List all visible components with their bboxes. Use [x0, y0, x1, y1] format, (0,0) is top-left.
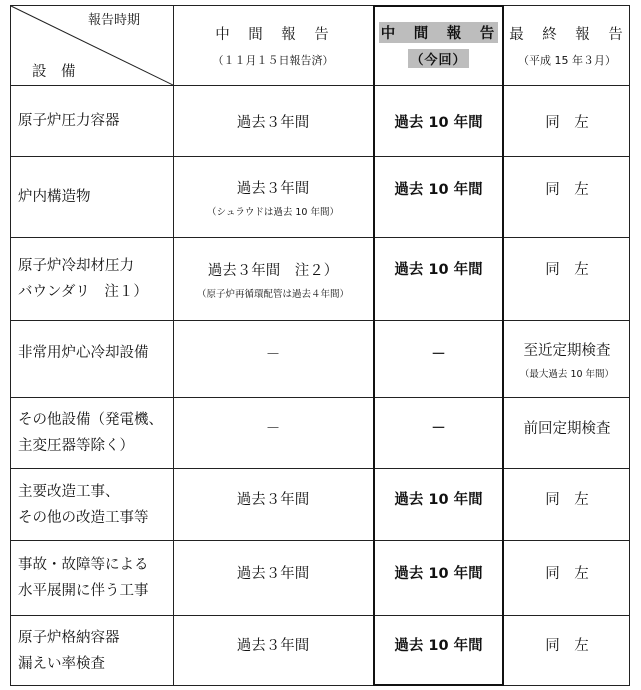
period-value: 同 左 — [545, 565, 589, 582]
equipment-name: 主変圧器等除く） — [18, 438, 134, 454]
equipment-name: 原子炉冷却材圧力 — [18, 258, 134, 274]
table-row-equipment — [10, 238, 173, 320]
period-value: 過去３年間 — [236, 180, 310, 197]
table-cell-interim-previous — [173, 398, 373, 468]
equipment-name: 原子炉格納容器 — [18, 629, 120, 646]
table-cell-final — [504, 616, 630, 685]
table-cell-final — [504, 398, 630, 468]
header-interim-current — [373, 5, 504, 85]
period-note: （原子炉再循環配管は過去４年間） — [196, 288, 349, 300]
equipment-name: バウンダリ 注１） — [18, 284, 148, 300]
table-cell-final — [504, 321, 630, 397]
table-cell-interim-previous — [173, 541, 373, 615]
period-value: 過去 10 年間 — [394, 565, 483, 582]
table-cell-final — [504, 157, 630, 237]
equipment-name: 水平展開に伴う工事 — [18, 583, 149, 599]
table-row-equipment — [10, 321, 173, 397]
table-row-equipment — [10, 157, 173, 237]
table-cell-final — [504, 238, 630, 320]
header-final-report-title: 最 終 報 告 — [509, 26, 625, 43]
table-cell-interim-current — [373, 541, 504, 615]
header-report-period-label: 報告時期 — [88, 13, 141, 28]
period-value: － — [265, 420, 281, 437]
equipment-name: その他の改造工事等 — [18, 509, 149, 526]
header-interim-current-title: 中 間 報 告 — [379, 22, 499, 43]
header-equipment-label: 設 備 — [32, 64, 76, 80]
equipment-name: 非常用炉心冷却設備 — [18, 345, 149, 361]
period-value: － — [431, 420, 446, 437]
table-row-equipment — [10, 398, 173, 468]
table-row-equipment — [10, 541, 173, 615]
period-note: （最大過去 10 年間） — [519, 368, 615, 380]
period-value: 過去 10 年間 — [394, 181, 483, 198]
period-value: 過去３年間 注２） — [207, 262, 339, 279]
period-value: 過去３年間 — [236, 114, 310, 131]
table-row-equipment — [10, 86, 173, 156]
header-interim-current-sub: （今回） — [408, 49, 468, 68]
equipment-name: 漏えい率検査 — [18, 655, 105, 672]
equipment-name: 原子炉圧力容器 — [18, 113, 120, 129]
table-row-equipment — [10, 616, 173, 685]
period-value: 過去３年間 — [236, 565, 310, 582]
header-interim-previous-title: 中 間 報 告 — [215, 26, 331, 43]
equipment-name: 主要改造工事、 — [18, 483, 120, 500]
header-interim-previous-date: （１１月１５日報告済） — [212, 53, 334, 67]
period-value: 過去 10 年間 — [394, 261, 483, 278]
table-cell-interim-previous — [173, 616, 373, 685]
period-value: 過去３年間 — [236, 492, 310, 508]
period-value: 過去３年間 — [236, 638, 310, 654]
table-cell-interim-current — [373, 86, 504, 156]
period-value: 過去 10 年間 — [394, 114, 483, 131]
period-note: （シュラウドは過去 10 年間） — [207, 206, 339, 218]
table-border-bottom — [10, 685, 630, 686]
period-value: 同 左 — [545, 114, 589, 131]
period-value: 過去 10 年間 — [394, 638, 483, 654]
header-final-report-date: （平成 15 年３月） — [518, 53, 616, 67]
period-value: － — [265, 346, 281, 363]
table-cell-interim-current — [373, 398, 504, 468]
table-cell-interim-current — [373, 469, 504, 540]
equipment-name: 炉内構造物 — [18, 189, 91, 205]
inspection-period-table — [10, 5, 630, 686]
period-value: 同 左 — [545, 492, 589, 508]
equipment-name: 事故・故障等による — [18, 557, 149, 573]
table-cell-interim-previous — [173, 469, 373, 540]
table-cell-interim-current — [373, 157, 504, 237]
period-value: 至近定期検査 — [523, 342, 611, 359]
table-cell-interim-current — [373, 616, 504, 685]
header-final-report — [504, 5, 630, 85]
table-cell-interim-current — [373, 321, 504, 397]
period-value: － — [431, 346, 446, 363]
table-cell-interim-previous — [173, 238, 373, 320]
period-value: 過去 10 年間 — [394, 492, 483, 508]
table-row-equipment — [10, 469, 173, 540]
table-cell-interim-current — [373, 238, 504, 320]
table-cell-final — [504, 469, 630, 540]
period-value: 同 左 — [545, 638, 589, 654]
table-cell-interim-previous — [173, 321, 373, 397]
period-value: 前回定期検査 — [523, 420, 611, 437]
table-cell-interim-previous — [173, 157, 373, 237]
period-value: 同 左 — [545, 261, 589, 278]
table-cell-interim-previous — [173, 86, 373, 156]
period-value: 同 左 — [545, 181, 589, 198]
equipment-name: その他設備（発電機、 — [18, 412, 163, 428]
header-interim-previous — [173, 5, 373, 85]
table-cell-final — [504, 86, 630, 156]
table-cell-final — [504, 541, 630, 615]
